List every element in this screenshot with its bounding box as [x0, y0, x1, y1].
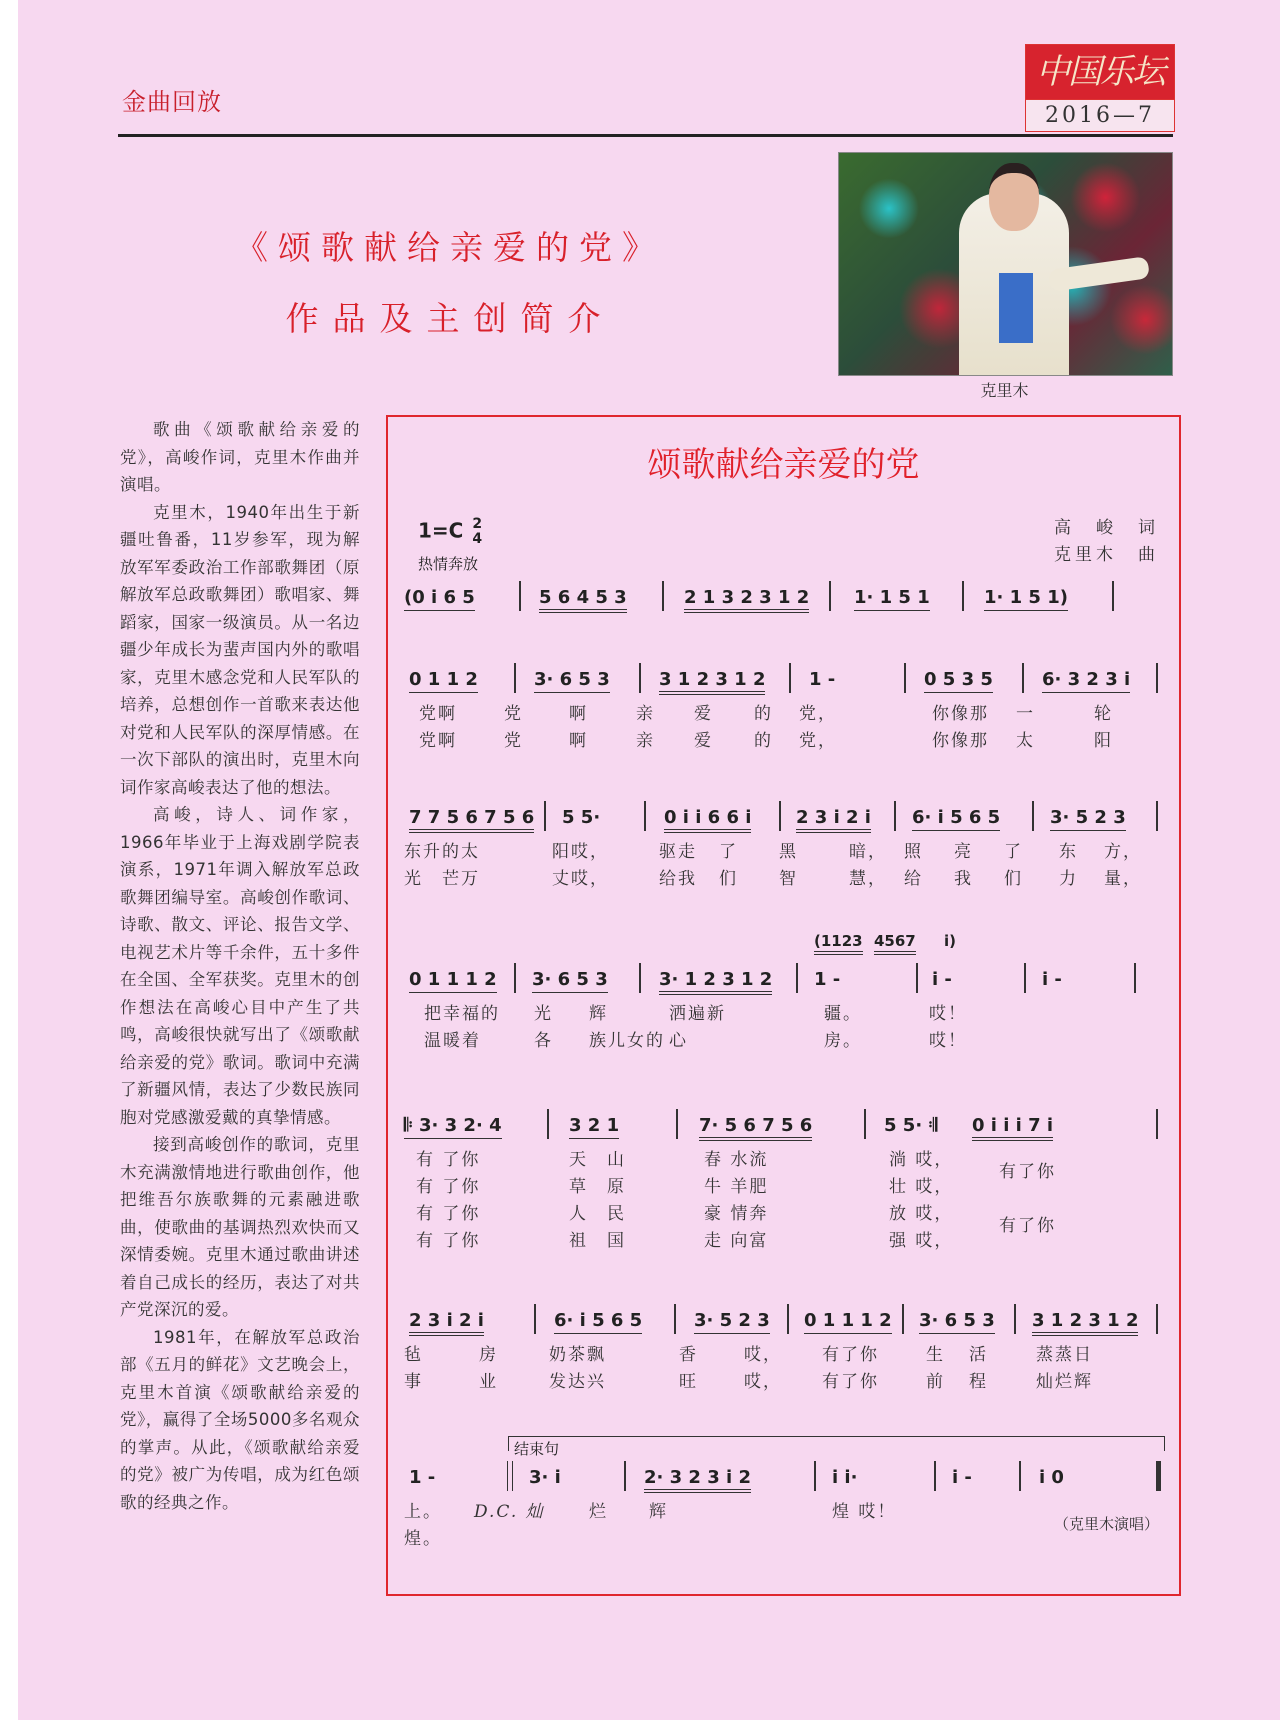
- double-barline: [507, 1461, 513, 1491]
- lyrics-verse-2: [404, 1026, 1164, 1053]
- lyric: 丈哎，: [552, 869, 609, 889]
- measure: i -: [932, 969, 952, 990]
- lyric: D.C. 灿: [474, 1502, 545, 1522]
- measure: 0 i i i 7 i: [972, 1115, 1053, 1141]
- barline: [1156, 801, 1158, 831]
- lyric: 强 哎，: [889, 1231, 954, 1251]
- lyric: 啊: [569, 731, 588, 751]
- final-barline: [1156, 1461, 1161, 1491]
- lyric: 们: [719, 869, 738, 889]
- lyric: 生: [926, 1345, 945, 1365]
- lyric: 房: [479, 1345, 498, 1365]
- lyric: 旺: [679, 1372, 698, 1392]
- lyric: 豪 情奔: [704, 1204, 769, 1224]
- lyric: 人 民: [569, 1204, 626, 1224]
- barline: [902, 1304, 904, 1334]
- lyric: 疆。: [824, 1004, 862, 1024]
- barline: [624, 1461, 626, 1491]
- lyric: 上。: [404, 1502, 442, 1522]
- lyrics-verse-2: [404, 864, 1164, 891]
- lyrics-verse-1: [404, 1145, 1164, 1182]
- measure: 0 i i 6 6 i: [664, 807, 751, 833]
- measure: 6· i 5 6 5: [912, 807, 1000, 831]
- lyric: 温暖着: [424, 1031, 481, 1051]
- barline: [894, 801, 896, 831]
- intro-paragraph: 克里木，1940年出生于新疆吐鲁番，11岁参军，现为解放军军委政治工作部歌舞团（原解放军总政歌舞团）歌唱家、舞蹈家，国家一级演员。从一名边疆少年成长为蜚声国内外的歌唱家，克里木感念党和人民军队的培养，总想创作一首歌来表达他对党和人民军队的深厚情感。在一次下部队的演出时，克里木向词作家高峻表达了他的想法。: [120, 502, 360, 797]
- score-line-6: [404, 1310, 1164, 1394]
- lyric: 煌。: [404, 1529, 442, 1549]
- lyric: 蒸蒸日: [1036, 1345, 1093, 1365]
- lyric: 党，: [799, 704, 837, 724]
- lyric: 光 芒万: [404, 869, 480, 889]
- barline: [789, 663, 791, 693]
- measure: 1 -: [409, 1467, 436, 1488]
- lyrics-verse-2: [404, 1172, 1164, 1199]
- lyric: 了: [719, 842, 738, 862]
- lyrics-verse-4: [404, 1226, 1164, 1253]
- lyric: 给: [904, 869, 923, 889]
- lyric: 业: [479, 1372, 498, 1392]
- sheet-music-box: [386, 415, 1181, 1596]
- lyrics-verse-1: [404, 1340, 1164, 1367]
- masthead-logo: 中国乐坛: [1026, 45, 1174, 99]
- barline: [934, 1461, 936, 1491]
- measure: 3 1 2 3 1 2: [659, 669, 765, 695]
- lyric: 辉: [649, 1502, 668, 1522]
- barline: [1024, 963, 1026, 993]
- lyric: 太: [1016, 731, 1035, 751]
- lyric: 光: [534, 1004, 553, 1024]
- lyric: 亮: [954, 842, 973, 862]
- lyric: 党啊: [419, 731, 457, 751]
- lyric: 有了你: [822, 1372, 879, 1392]
- article-title-line1: 《颂歌献给亲爱的党》: [235, 228, 665, 267]
- lyric: 方，: [1104, 842, 1142, 862]
- notes-row: [404, 1115, 1164, 1145]
- lyric: 阳: [1094, 731, 1113, 751]
- lyric: 智: [779, 869, 798, 889]
- lyrics-verse-2: [404, 1367, 1164, 1394]
- measure: 2 3 i 2 i: [796, 807, 871, 833]
- lyrics-verse-2: [404, 726, 1164, 753]
- lyric: 哎，: [744, 1345, 782, 1365]
- lyric: 有 了你: [416, 1204, 481, 1224]
- measure: 0 1 1 1 2: [409, 969, 497, 993]
- score-title: 颂歌献给亲爱的党: [647, 445, 920, 485]
- measure: i 0: [1039, 1467, 1064, 1488]
- lyric: 黑: [779, 842, 798, 862]
- performer-credit: （克里木演唱）: [1053, 1515, 1159, 1533]
- lyric: 程: [969, 1372, 988, 1392]
- barline: [829, 581, 831, 611]
- barline: [1022, 663, 1024, 693]
- score-line-2: [404, 669, 1164, 753]
- lyric: 发达兴: [549, 1372, 606, 1392]
- lyric: 事: [404, 1372, 423, 1392]
- header-rule: [118, 134, 1173, 137]
- lyric: 照: [904, 842, 923, 862]
- barline: [639, 963, 641, 993]
- score-line-3: [404, 807, 1164, 891]
- barline: [1134, 963, 1136, 993]
- time-top: 2: [472, 516, 483, 532]
- tempo-marking: 热情奔放: [418, 555, 479, 573]
- measure: 2· 3 2 3 i 2: [644, 1467, 751, 1493]
- measure: 6· 3 2 3 i: [1042, 669, 1130, 693]
- lyric: 了: [1004, 842, 1023, 862]
- lyric: 慧，: [849, 869, 887, 889]
- lyric: 党啊: [419, 704, 457, 724]
- measure: i -: [952, 1467, 972, 1488]
- lyric: 淌 哎，: [889, 1150, 954, 1170]
- barline: [1019, 1461, 1021, 1491]
- photo-head: [989, 163, 1039, 231]
- barline: [519, 581, 521, 611]
- lyrics-verse-2: [404, 1524, 1164, 1551]
- lyric: 放 哎，: [889, 1204, 954, 1224]
- barline: [779, 801, 781, 831]
- lyric: 烂: [589, 1502, 608, 1522]
- lyric: 草 原: [569, 1177, 626, 1197]
- singer-photo: [838, 152, 1173, 376]
- lyric: 哎！: [929, 1004, 967, 1024]
- barline: [676, 1109, 678, 1139]
- score-line-7: [404, 1467, 1164, 1551]
- measure: 5 5· 𝄇: [884, 1115, 938, 1136]
- barline: [1032, 801, 1034, 831]
- lyric: 有 了你: [416, 1177, 481, 1197]
- measure: 2 1 3 2 3 1 2: [684, 587, 809, 613]
- measure: 0 1 1 1 2: [804, 1310, 892, 1334]
- section-label: 金曲回放: [122, 88, 222, 116]
- issue-number: 2016—7: [1026, 99, 1174, 132]
- lyric: 牛 羊肥: [704, 1177, 769, 1197]
- measure: 7· 5 6 7 5 6: [699, 1115, 812, 1141]
- barline: [787, 1304, 789, 1334]
- barline: [674, 1304, 676, 1334]
- measure: 0 1 1 2: [409, 669, 478, 693]
- measure: 3· 6 5 3: [532, 969, 608, 993]
- measure: (0 i 6 5: [404, 587, 475, 611]
- lyric: 亲: [636, 704, 655, 724]
- lyric: 有了你: [999, 1162, 1056, 1182]
- barline: [814, 1461, 816, 1491]
- lyric: 的: [754, 704, 773, 724]
- lyric: 党: [504, 704, 523, 724]
- intro-paragraph: 1981年，在解放军总政治部《五月的鲜花》文艺晚会上，克里木首演《颂歌献给亲爱的党》，赢得了全场5000多名观众的掌声。从此，《颂歌献给亲爱的党》被广为传唱，成为红色颂歌的经典之作。: [120, 1327, 360, 1512]
- lyric: 有了你: [822, 1345, 879, 1365]
- barline: [864, 1109, 866, 1139]
- lyric: 有 了你: [416, 1150, 481, 1170]
- measure: 3 1 2 3 1 2: [1032, 1310, 1138, 1336]
- lyric: 有 了你: [416, 1231, 481, 1251]
- lyric: 我: [954, 869, 973, 889]
- barline: [514, 963, 516, 993]
- lyric: 力: [1059, 869, 1078, 889]
- measure: 3 2 1: [569, 1115, 619, 1139]
- key-label: 1=C: [418, 518, 464, 543]
- lyric: 前: [926, 1372, 945, 1392]
- lyric: 爱: [694, 731, 713, 751]
- lyric: 奶茶飘: [549, 1345, 606, 1365]
- lyric: 的: [754, 731, 773, 751]
- lyric: 暗，: [849, 842, 887, 862]
- barline: [662, 581, 664, 611]
- lyrics-verse-1: [404, 999, 1164, 1026]
- lyric: 哎，: [744, 1372, 782, 1392]
- lyric: 各: [534, 1031, 553, 1051]
- lyric: 心: [669, 1031, 688, 1051]
- measure: 5 5·: [562, 807, 601, 828]
- barline: [796, 963, 798, 993]
- lyric: 族儿女的: [589, 1031, 665, 1051]
- barline: [544, 801, 546, 831]
- lyric: 壮 哎，: [889, 1177, 954, 1197]
- instrumental-fill: 4567: [874, 932, 916, 955]
- lyric: 爱: [694, 704, 713, 724]
- measure: 1 -: [814, 969, 841, 990]
- lyric: 走 向富: [704, 1231, 769, 1251]
- lyric: 一: [1016, 704, 1035, 724]
- lyric: 毡: [404, 1345, 423, 1365]
- time-bottom: 4: [472, 531, 483, 547]
- barline: [514, 663, 516, 693]
- barline: [1156, 663, 1158, 693]
- lyrics-verse-1: [404, 699, 1164, 726]
- lyric: 量，: [1104, 869, 1142, 889]
- notes-row: [404, 669, 1164, 699]
- lyric: 给我: [659, 869, 697, 889]
- barline: [904, 663, 906, 693]
- time-signature: [472, 517, 482, 547]
- lyric: 东: [1059, 842, 1078, 862]
- lyric: 轮: [1094, 704, 1113, 724]
- notes-row: [404, 969, 1164, 999]
- barline: [547, 1109, 549, 1139]
- ending-label: 结束句: [514, 1440, 560, 1458]
- notes-row: [404, 1310, 1164, 1340]
- lyric: 香: [679, 1345, 698, 1365]
- measure: 3· 6 5 3: [534, 669, 610, 693]
- score-line-1: [404, 587, 1164, 617]
- measure: 3· 5 2 3: [1050, 807, 1126, 831]
- measure: 1· 1 5 1): [984, 587, 1068, 611]
- notes-row: [404, 807, 1164, 837]
- notes-row: [404, 587, 1164, 617]
- measure: 7 7 5 6 7 5 6: [409, 807, 534, 833]
- lyric: 啊: [569, 704, 588, 724]
- lyric: 辉: [589, 1004, 608, 1024]
- intro-paragraph: 接到高峻创作的歌词，克里木充满激情地进行歌曲创作，他把维吾尔族歌舞的元素融进歌曲，使歌曲的基调热烈欢快而又深情委婉。克里木通过歌曲讲述着自己成长的经历，表达了对共产党深沉的爱。: [120, 1135, 360, 1319]
- lyric: 有了你: [999, 1216, 1056, 1236]
- measure: i i·: [832, 1467, 858, 1488]
- masthead: [1025, 44, 1175, 132]
- measure: 1 -: [809, 669, 836, 690]
- measure: 3· i: [529, 1467, 561, 1488]
- measure: 0 5 3 5: [924, 669, 993, 693]
- measure: 3· 5 2 3: [694, 1310, 770, 1334]
- lyric: 党，: [799, 731, 837, 751]
- intro-text: [120, 416, 360, 1516]
- measure: 2 3 i 2 i: [409, 1310, 484, 1336]
- measure: 𝄆 3· 3 2· 4: [404, 1115, 502, 1139]
- barline: [1014, 1304, 1016, 1334]
- barline: [1156, 1304, 1158, 1334]
- lyric: 你像那: [932, 731, 989, 751]
- lyric: 把幸福的: [424, 1004, 500, 1024]
- instrumental-fill: i): [944, 932, 956, 950]
- lyric: 春 水流: [704, 1150, 769, 1170]
- score-line-4-notes: [404, 969, 1164, 1053]
- barline: [962, 581, 964, 611]
- lyric: 驱走: [659, 842, 697, 862]
- lyric: 洒遍新: [669, 1004, 726, 1024]
- article-title-line2: 作品及主创简介: [285, 299, 615, 338]
- measure: 3· 1 2 3 1 2: [659, 969, 772, 995]
- lyric: 东升的太: [404, 842, 480, 862]
- instrumental-fill: (1123: [814, 932, 863, 955]
- score-line-5: [404, 1115, 1164, 1253]
- barline: [639, 663, 641, 693]
- key-signature: [418, 517, 482, 547]
- lyric: 煌 哎！: [832, 1502, 897, 1522]
- lyric: 们: [1004, 869, 1023, 889]
- lyric: 房。: [824, 1031, 862, 1051]
- lyric: 党: [504, 731, 523, 751]
- lyricist: 高 峻 词: [1054, 518, 1159, 538]
- article-title: [200, 222, 700, 340]
- measure: 5 6 4 5 3: [539, 587, 627, 613]
- intro-paragraph: 歌曲《颂歌献给亲爱的党》，高峻作词，克里木作曲并演唱。: [120, 420, 360, 494]
- lyric: 活: [969, 1345, 988, 1365]
- lyric: 亲: [636, 731, 655, 751]
- photo-caption: 克里木: [980, 381, 1029, 400]
- measure: 1· 1 5 1: [854, 587, 930, 611]
- lyric: 你像那: [932, 704, 989, 724]
- measure: i -: [1042, 969, 1062, 990]
- notes-row: [404, 1467, 1164, 1497]
- barline: [534, 1304, 536, 1334]
- lyrics-verse-1: [404, 1497, 1164, 1524]
- barline: [1156, 1109, 1158, 1139]
- lyric: 阳哎，: [552, 842, 609, 862]
- credits: [1054, 515, 1159, 569]
- measure: 3· 6 5 3: [919, 1310, 995, 1334]
- lyric: 天 山: [569, 1150, 626, 1170]
- ending-bracket: [508, 1436, 1165, 1451]
- lyrics-verse-1: [404, 837, 1164, 864]
- measure: 6· i 5 6 5: [554, 1310, 642, 1334]
- lyric: 哎！: [929, 1031, 967, 1051]
- barline: [916, 963, 918, 993]
- barline: [1112, 581, 1114, 611]
- composer: 克里木 曲: [1054, 545, 1159, 565]
- lyric: 灿烂辉: [1036, 1372, 1093, 1392]
- lyrics-verse-3: [404, 1199, 1164, 1236]
- intro-paragraph: 高峻，诗人、词作家，1966年毕业于上海戏剧学院表演系，1971年调入解放军总政歌舞团编导室。高峻创作歌词、诗歌、散文、评论、报告文学、电视艺术片等千余件，五十多件在全国、全军获奖。克里木的创作想法在高峻心目中产生了共鸣，高峻很快就写出了《颂歌献给亲爱的党》歌词。歌词中充满了新疆风情，表达了少数民族同胞对党感激爱戴的真挚情感。: [120, 805, 360, 1127]
- photo-sash: [999, 273, 1033, 343]
- lyric: 祖 国: [569, 1231, 626, 1251]
- barline: [644, 801, 646, 831]
